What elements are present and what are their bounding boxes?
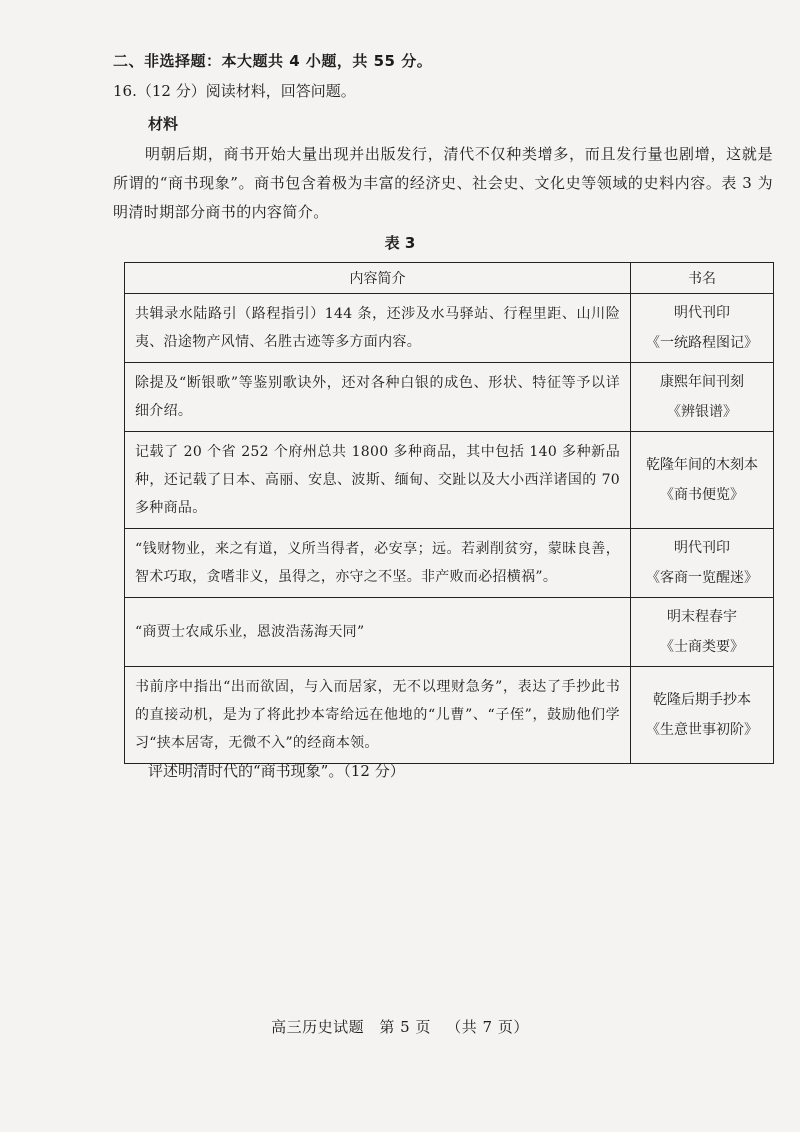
footer-page-number: 第 5 页 xyxy=(379,1018,431,1036)
book-title: 《一统路程图记》 xyxy=(646,335,758,351)
page-footer xyxy=(0,1016,800,1037)
book-title: 《辨银谱》 xyxy=(667,404,737,420)
row-source xyxy=(631,598,774,667)
material-label: 材料 xyxy=(148,115,179,133)
row-content: 记载了 20 个省 252 个府州总共 1800 多种商品，其中包括 140 多种新品种，还记载了日本、高丽、安息、波斯、缅甸、交趾以及大小西洋诸国的 70 多种商品。 xyxy=(125,432,631,529)
row-source xyxy=(631,529,774,598)
row-content: 书前序中指出“出而欲固，与入而居家，无不以理财急务”，表达了手抄此书的直接动机，是为了将此抄本寄给远在他地的“儿曹”、“子侄”，鼓励他们学习“挟本居寄，无微不入”的经商本领。 xyxy=(125,667,631,764)
row-source xyxy=(631,294,774,363)
question-header: 16.（12 分）阅读材料，回答问题。 xyxy=(113,82,356,100)
table-row xyxy=(125,667,774,764)
table-row xyxy=(125,598,774,667)
table-row xyxy=(125,432,774,529)
table-row xyxy=(125,294,774,363)
table-caption: 表 3 xyxy=(384,234,416,252)
row-source xyxy=(631,667,774,764)
table-row xyxy=(125,363,774,432)
table-header-row xyxy=(125,263,774,294)
footer-subject: 高三历史试题 xyxy=(271,1018,365,1036)
header-content: 内容简介 xyxy=(125,263,631,294)
book-title: 《生意世事初阶》 xyxy=(646,722,758,738)
book-era: 乾隆后期手抄本 xyxy=(653,692,751,708)
header-title: 书名 xyxy=(631,263,774,294)
row-content: “商贾士农咸乐业，恩波浩荡海天同” xyxy=(125,598,631,667)
book-era: 康熙年间刊刻 xyxy=(660,374,744,390)
footer-total-pages: （共 7 页） xyxy=(446,1018,529,1036)
material-paragraph: 明朝后期，商书开始大量出现并出版发行，清代不仅种类增多，而且发行量也剧增，这就是所谓的“商书现象”。商书包含着极为丰富的经济史、社会史、文化史等领域的史料内容。表 3 为明清时期部分商书的内容简介。 xyxy=(113,145,773,221)
book-era: 明代刊印 xyxy=(674,305,730,321)
section-title: 二、非选择题：本大题共 4 小题，共 55 分。 xyxy=(113,52,433,70)
question-prompt: 评述明清时代的“商书现象”。（12 分） xyxy=(148,762,405,780)
row-source xyxy=(631,363,774,432)
book-title: 《士商类要》 xyxy=(660,639,744,655)
row-content: 共辑录水陆路引（路程指引）144 条，还涉及水马驿站、行程里距、山川险夷、沿途物产风情、名胜古迹等多方面内容。 xyxy=(125,294,631,363)
book-era: 明代刊印 xyxy=(674,540,730,556)
row-source xyxy=(631,432,774,529)
book-era: 乾隆年间的木刻本 xyxy=(646,457,758,473)
book-era: 明末程春宇 xyxy=(667,609,737,625)
merchant-books-table xyxy=(124,262,774,764)
table-row xyxy=(125,529,774,598)
book-title: 《客商一览醒迷》 xyxy=(646,570,758,586)
row-content: “钱财物业，来之有道，义所当得者，必安享；远。若剥削贫穷，蒙昧良善，智术巧取，贪嗜非义，虽得之，亦守之不坚。非产败而必招横祸”。 xyxy=(125,529,631,598)
book-title: 《商书便览》 xyxy=(660,487,744,503)
row-content: 除提及“断银歌”等鉴别歌诀外，还对各种白银的成色、形状、特征等予以详细介绍。 xyxy=(125,363,631,432)
